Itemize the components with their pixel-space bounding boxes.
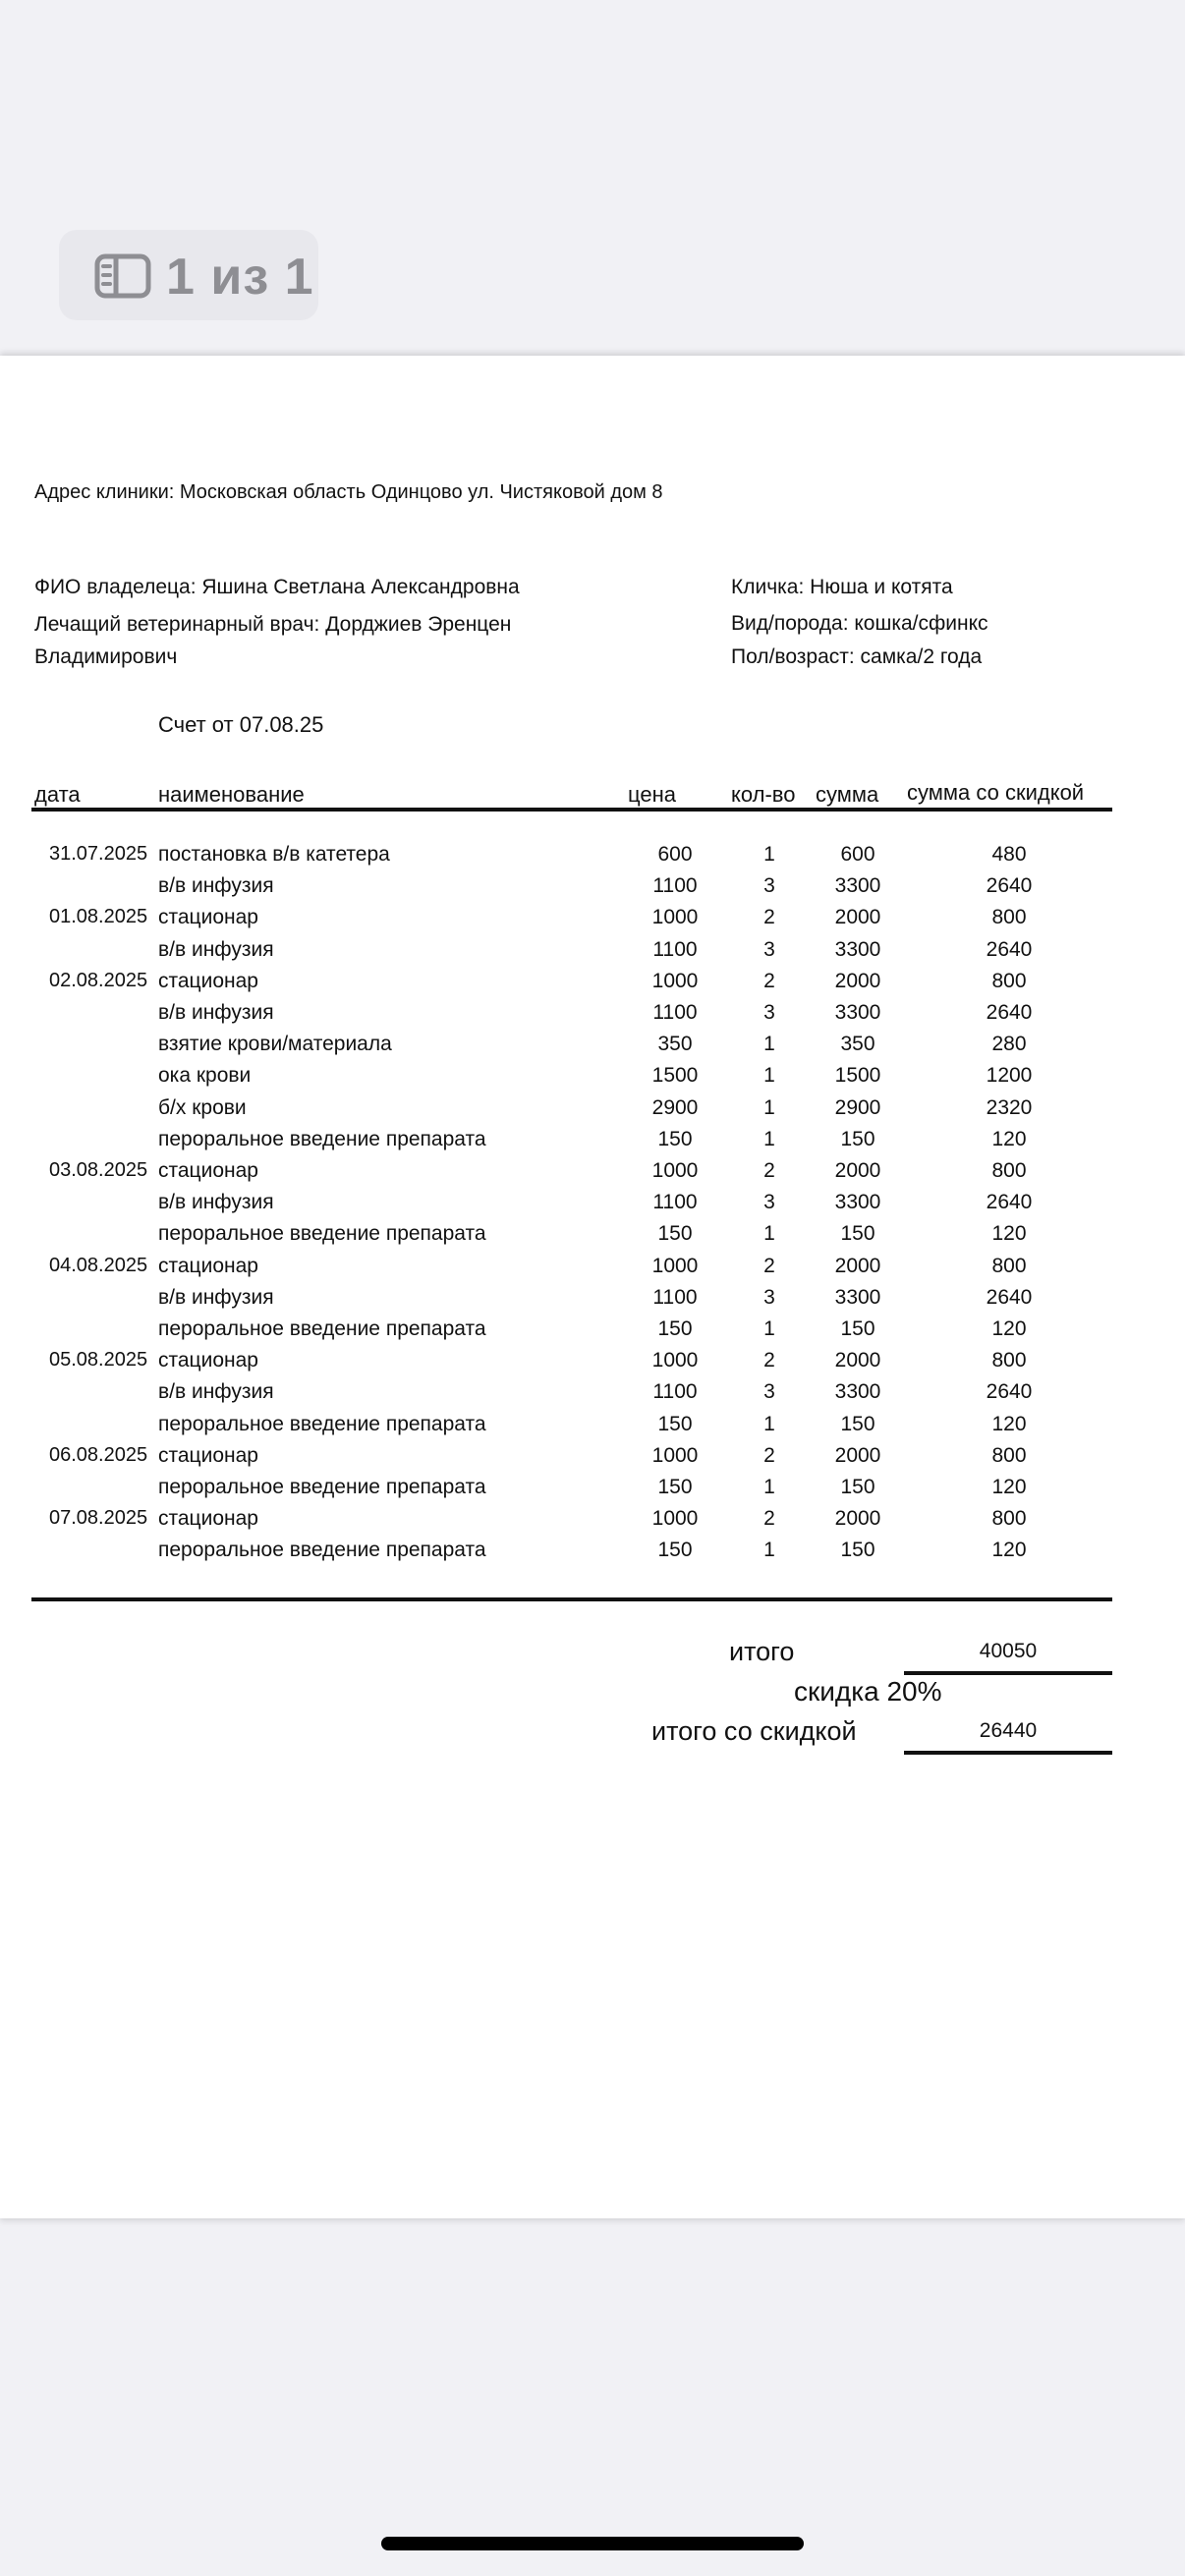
clinic-address: Адрес клиники: Московская область Одинцово ул. Чистяковой дом 8 [34,481,663,503]
cell-discounted: 120 [991,1539,1027,1562]
cell-name: стационар [158,1349,258,1372]
discounted-total-underline [904,1751,1112,1755]
cell-price: 150 [657,1317,693,1340]
cell-name: в/в инфузия [158,874,274,898]
cell-discounted: 1200 [986,1064,1033,1088]
cell-name: стационар [158,1159,258,1182]
cell-date: 03.08.2025 [49,1159,148,1181]
cell-sum: 350 [840,1033,875,1056]
cell-qty: 2 [763,1159,775,1182]
cell-sum: 150 [840,1476,875,1498]
cell-qty: 2 [763,969,775,992]
cell-name: в/в инфузия [158,1191,274,1214]
cell-sum: 150 [840,1222,875,1246]
cell-discounted: 800 [991,1443,1027,1467]
table-bottom-divider [31,1597,1112,1601]
cell-discounted: 120 [991,1127,1027,1150]
cell-discounted: 800 [991,1254,1027,1277]
cell-price: 1000 [651,1349,699,1372]
cell-qty: 1 [763,1317,775,1340]
cell-sum: 2000 [834,1159,881,1182]
vet-name-line2: Владимирович [34,645,178,668]
cell-name: стационар [158,1507,258,1531]
cell-name: пероральное введение препарата [158,1412,486,1435]
cell-discounted: 2640 [986,1001,1033,1024]
header-divider [31,808,1112,812]
pet-breed: Вид/порода: кошка/сфинкс [731,612,988,635]
cell-discounted: 120 [991,1317,1027,1340]
cell-name: пероральное введение препарата [158,1127,486,1150]
column-header-name: наименование [158,782,305,807]
cell-sum: 150 [840,1127,875,1150]
cell-qty: 1 [763,1412,775,1435]
cell-discounted: 120 [991,1476,1027,1498]
cell-discounted: 800 [991,1349,1027,1372]
discounted-total-value: 26440 [979,1719,1038,1742]
cell-price: 1000 [651,1507,699,1531]
cell-name: в/в инфузия [158,1001,274,1024]
cell-discounted: 2640 [986,1285,1033,1309]
cell-price: 1000 [651,1443,699,1467]
cell-sum: 600 [840,843,875,866]
cell-sum: 150 [840,1317,875,1340]
column-header-qty: кол-во [731,782,796,807]
document-page [0,356,1185,2218]
cell-sum: 3300 [834,1001,881,1024]
column-header-discounted: сумма со скидкой [907,780,1085,805]
column-header-sum: сумма [816,782,879,807]
cell-date: 06.08.2025 [49,1443,148,1466]
discount-label: скидка 20% [794,1676,942,1707]
cell-sum: 150 [840,1412,875,1435]
cell-date: 07.08.2025 [49,1507,148,1530]
cell-qty: 2 [763,1443,775,1467]
cell-discounted: 2640 [986,1191,1033,1214]
cell-price: 150 [657,1539,693,1562]
cell-sum: 2000 [834,1349,881,1372]
cell-discounted: 480 [991,843,1027,866]
column-header-price: цена [628,782,676,807]
cell-price: 1500 [651,1064,699,1088]
cell-qty: 2 [763,906,775,929]
cell-discounted: 2640 [986,937,1033,961]
cell-name: постановка в/в катетера [158,843,390,866]
cell-qty: 3 [763,1285,775,1309]
cell-sum: 3300 [834,937,881,961]
cell-price: 1000 [651,1254,699,1277]
cell-discounted: 120 [991,1412,1027,1435]
cell-sum: 3300 [834,1285,881,1309]
cell-price: 150 [657,1412,693,1435]
column-header-date: дата [34,782,81,807]
cell-name: в/в инфузия [158,937,274,961]
cell-sum: 3300 [834,1191,881,1214]
cell-price: 1000 [651,969,699,992]
cell-sum: 150 [840,1539,875,1562]
cell-qty: 2 [763,1349,775,1372]
cell-sum: 2000 [834,1443,881,1467]
cell-name: ока крови [158,1064,252,1088]
cell-name: пероральное введение препарата [158,1317,486,1340]
cell-name: стационар [158,906,258,929]
cell-qty: 3 [763,1001,775,1024]
cell-qty: 3 [763,874,775,898]
cell-qty: 1 [763,1064,775,1088]
cell-price: 1000 [651,906,699,929]
cell-name: стационар [158,1254,258,1277]
cell-price: 350 [657,1033,693,1056]
cell-date: 04.08.2025 [49,1254,148,1276]
cell-qty: 2 [763,1254,775,1277]
cell-sum: 2000 [834,1507,881,1531]
cell-discounted: 800 [991,906,1027,929]
cell-price: 1100 [652,1001,698,1024]
cell-discounted: 800 [991,1507,1027,1531]
cell-price: 150 [657,1476,693,1498]
cell-qty: 1 [763,1095,775,1119]
discounted-total-label: итого со скидкой [651,1716,857,1746]
cell-price: 1100 [652,874,698,898]
cell-price: 1100 [652,1191,698,1214]
cell-price: 150 [657,1222,693,1246]
cell-date: 01.08.2025 [49,906,148,928]
cell-discounted: 280 [991,1033,1027,1056]
cell-qty: 1 [763,843,775,866]
cell-price: 2900 [651,1095,699,1119]
cell-discounted: 2640 [986,874,1033,898]
cell-sum: 2000 [834,1254,881,1277]
cell-price: 1100 [652,1380,698,1404]
cell-name: пероральное введение препарата [158,1222,486,1246]
page-indicator[interactable] [59,230,318,320]
cell-name: пероральное введение препарата [158,1476,486,1498]
cell-qty: 1 [763,1476,775,1498]
cell-date: 02.08.2025 [49,969,148,991]
cell-sum: 2900 [834,1095,881,1119]
home-indicator[interactable] [381,2537,804,2550]
cell-date: 31.07.2025 [49,843,148,865]
cell-sum: 3300 [834,874,881,898]
cell-name: в/в инфузия [158,1380,274,1404]
cell-name: пероральное введение препарата [158,1539,486,1562]
cell-discounted: 800 [991,1159,1027,1182]
cell-discounted: 2320 [986,1095,1033,1119]
pet-sex-age: Пол/возраст: самка/2 года [731,645,983,668]
total-underline [904,1671,1112,1675]
cell-discounted: 800 [991,969,1027,992]
cell-name: в/в инфузия [158,1285,274,1309]
cell-date: 05.08.2025 [49,1349,148,1372]
vet-name-line1: Лечащий ветеринарный врач: Дорджиев Эренцен [34,613,512,636]
cell-price: 1100 [652,1285,698,1309]
cell-price: 150 [657,1127,693,1150]
total-value: 40050 [979,1640,1038,1662]
owner-name: ФИО владелеца: Яшина Светлана Александровна [34,576,520,598]
cell-qty: 1 [763,1127,775,1150]
cell-discounted: 120 [991,1222,1027,1246]
cell-qty: 3 [763,1380,775,1404]
cell-qty: 1 [763,1222,775,1246]
cell-price: 1000 [651,1159,699,1182]
cell-sum: 3300 [834,1380,881,1404]
invoice-title: Счет от 07.08.25 [158,712,324,737]
total-label: итого [729,1637,795,1666]
sidebar-icon[interactable] [94,253,151,304]
cell-qty: 1 [763,1539,775,1562]
cell-name: стационар [158,1443,258,1467]
cell-sum: 1500 [834,1064,881,1088]
cell-qty: 3 [763,937,775,961]
cell-price: 600 [657,843,693,866]
cell-qty: 3 [763,1191,775,1214]
cell-name: б/х крови [158,1095,247,1119]
cell-name: взятие крови/материала [158,1033,392,1056]
cell-qty: 1 [763,1033,775,1056]
page-indicator-label: 1 из 1 [166,249,314,306]
pet-name: Кличка: Нюша и котята [731,576,953,598]
cell-qty: 2 [763,1507,775,1531]
cell-sum: 2000 [834,969,881,992]
cell-sum: 2000 [834,906,881,929]
cell-name: стационар [158,969,258,992]
cell-discounted: 2640 [986,1380,1033,1404]
cell-price: 1100 [652,937,698,961]
